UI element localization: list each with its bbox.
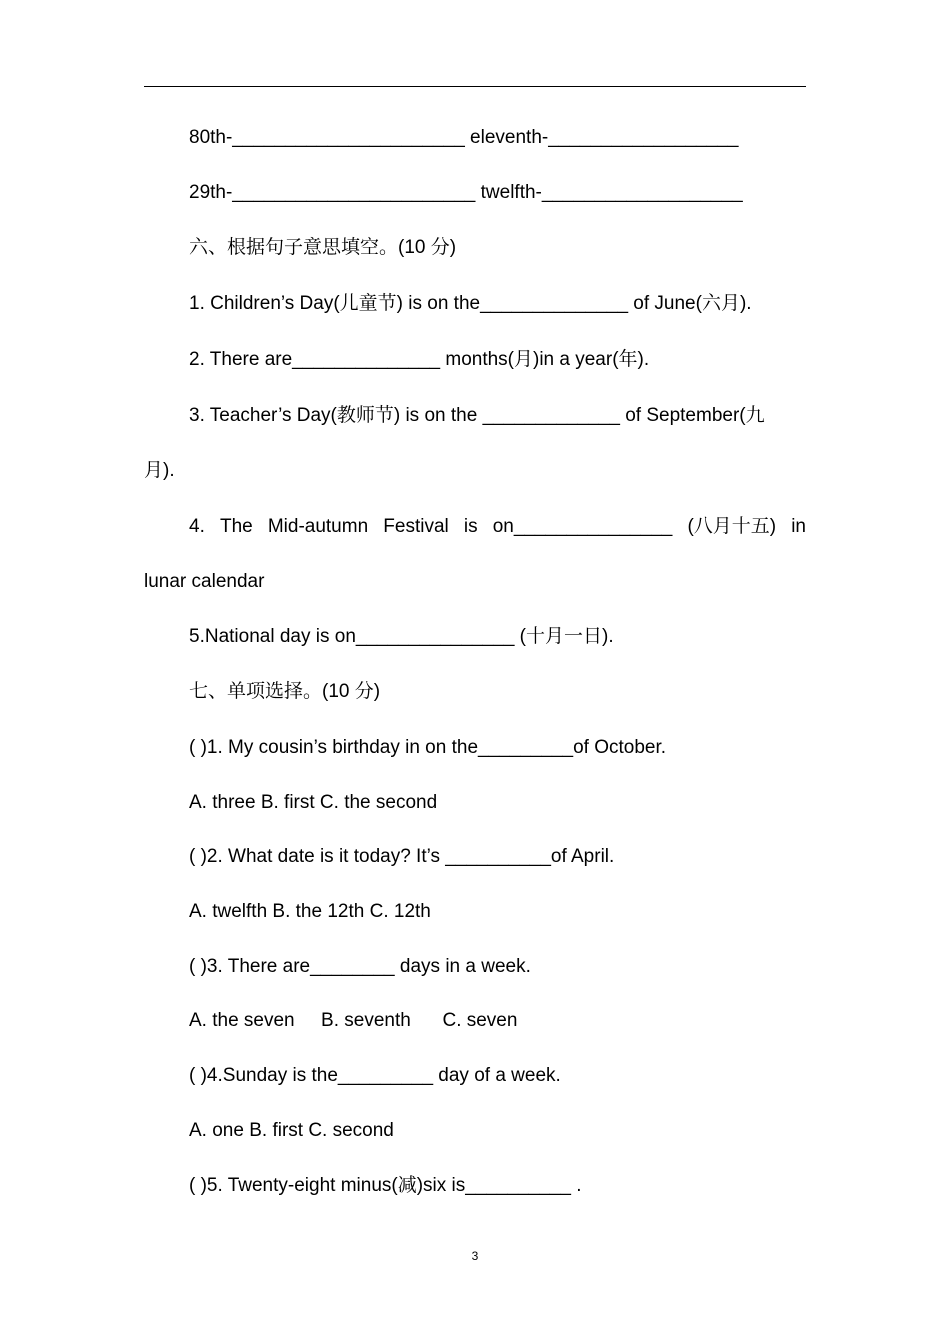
question-4-word: in	[791, 516, 806, 537]
page-number: 3	[471, 1249, 479, 1263]
choice-question-3: ( )3. There are________ days in a week.	[189, 956, 531, 977]
choice-question-3-options: A. the seven B. seventh C. seven	[189, 1010, 518, 1031]
choice-question-2-options: A. twelfth B. the 12th C. 12th	[189, 901, 431, 922]
section-six-heading: 六、根据句子意思填空。(10 分)	[189, 237, 457, 258]
question-4-word: is	[463, 516, 478, 537]
question-4-word: Festival	[383, 516, 449, 537]
question-4-word: The	[219, 516, 253, 537]
question-4-word: (八月十五)	[687, 516, 777, 537]
fill-blank-question-3: 3. Teacher’s Day(教师节) is on the _____________ of September(九	[189, 405, 765, 426]
section-seven-heading: 七、单项选择。(10 分)	[189, 681, 381, 702]
choice-question-1-options: A. three B. first C. the second	[189, 792, 438, 813]
choice-question-4-options: A. one B. first C. second	[189, 1120, 394, 1141]
choice-question-1: ( )1. My cousin’s birthday in on the_________of October.	[189, 737, 667, 758]
choice-question-5: ( )5. Twenty-eight minus(减)six is__________ .	[189, 1175, 582, 1196]
fill-blank-question-1: 1. Children’s Day(儿童节) is on the______________ of June(六月).	[189, 293, 752, 314]
fill-blank-question-4	[189, 515, 806, 539]
fill-blank-question-5: 5.National day is on_______________ (十月一日).	[189, 626, 614, 647]
fill-blank-question-4-continued: lunar calendar	[144, 571, 265, 592]
question-4-word: Mid-autumn	[267, 516, 369, 537]
fill-blank-question-3-continued: 月).	[144, 460, 175, 481]
choice-question-2: ( )2. What date is it today? It’s __________of April.	[189, 846, 615, 867]
top-horizontal-rule	[144, 86, 806, 87]
ordinal-conversion-line-2: 29th-_______________________ twelfth-___________________	[189, 182, 743, 203]
question-4-word: 4.	[189, 516, 205, 537]
question-4-word: on_______________	[492, 516, 673, 537]
ordinal-conversion-line-1: 80th-______________________ eleventh-__________________	[189, 127, 739, 148]
choice-question-4: ( )4.Sunday is the_________ day of a week.	[189, 1065, 561, 1086]
fill-blank-question-2: 2. There are______________ months(月)in a year(年).	[189, 349, 650, 370]
